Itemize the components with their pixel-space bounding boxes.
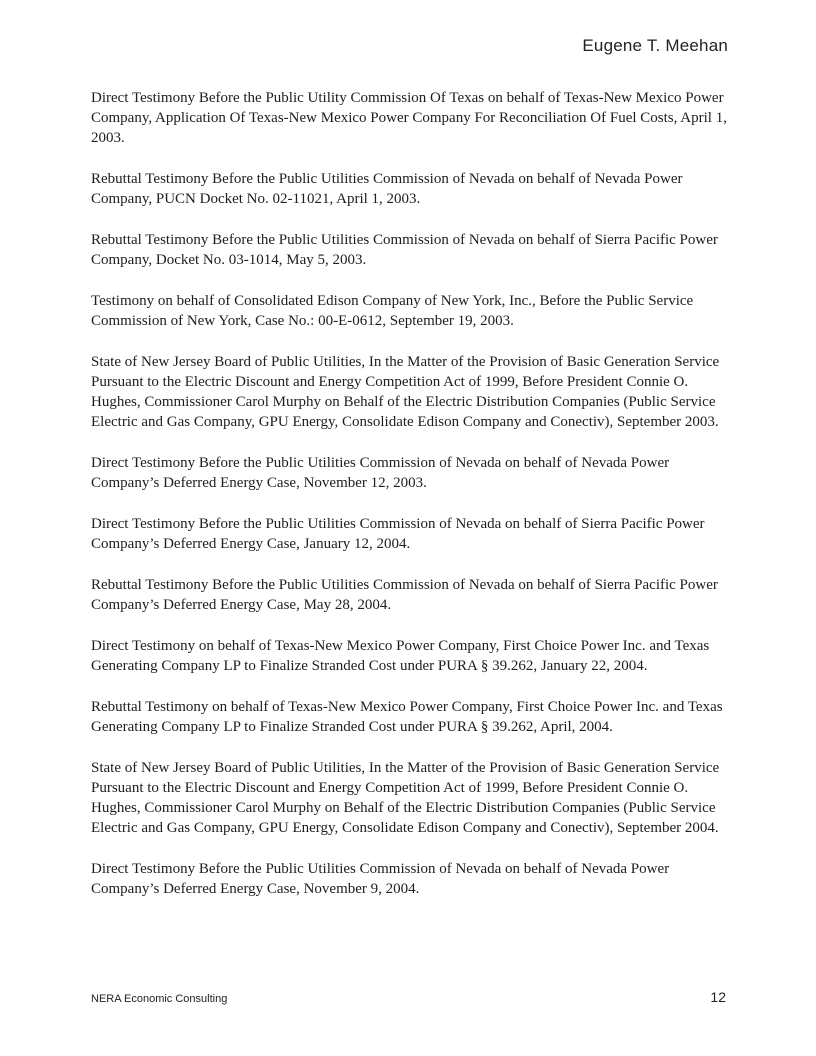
page-number: 12 [710, 989, 726, 1005]
testimony-entry: Testimony on behalf of Consolidated Edison Company of New York, Inc., Before the Public Service Commission of New York, Case No.: 00-E-0612, September 19, 2003. [91, 293, 694, 329]
testimony-entry: Direct Testimony Before the Public Utilities Commission of Nevada on behalf of Sierra Pacific Power Company’s Deferred Energy Case, January 12, 2004. [91, 516, 705, 552]
testimony-list [91, 88, 731, 920]
testimony-entry: Direct Testimony on behalf of Texas-New Mexico Power Company, First Choice Power Inc. and Texas Generating Company LP to Finalize Stranded Cost under PURA § 39.262, January 22, 2004. [91, 638, 710, 674]
testimony-entry: State of New Jersey Board of Public Utilities, In the Matter of the Provision of Basic Generation Service Pursuant to the Electric Discount and Energy Competition Act of 1999, Before President Connie O. Hughes, Commissioner Carol Murphy on Behalf of the Electric Distribution Companies (Public Service Electric and Gas Company, GPU Energy, Consolidate Edison Company and Conectiv), September 2003. [91, 354, 720, 430]
testimony-entry: Rebuttal Testimony Before the Public Utilities Commission of Nevada on behalf of Sierra Pacific Power Company’s Deferred Energy Case, May 28, 2004. [91, 577, 718, 613]
testimony-entry: Direct Testimony Before the Public Utilities Commission of Nevada on behalf of Nevada Power Company’s Deferred Energy Case, November 12, 2003. [91, 455, 670, 491]
testimony-entry: Rebuttal Testimony Before the Public Utilities Commission of Nevada on behalf of Nevada Power Company, PUCN Docket No. 02-11021, April 1, 2003. [91, 171, 683, 207]
testimony-entry: Rebuttal Testimony Before the Public Utilities Commission of Nevada on behalf of Sierra Pacific Power Company, Docket No. 03-1014, May 5, 2003. [91, 232, 718, 268]
testimony-entry: Direct Testimony Before the Public Utilities Commission of Nevada on behalf of Nevada Power Company’s Deferred Energy Case, November 9, 2004. [91, 861, 670, 897]
testimony-entry: Direct Testimony Before the Public Utility Commission Of Texas on behalf of Texas-New Mexico Power Company, Application Of Texas-New Mexico Power Company For Reconciliation Of Fuel Costs, April 1, 2003. [91, 90, 727, 146]
header-author-name: Eugene T. Meehan [582, 36, 728, 55]
footer-organization: NERA Economic Consulting [91, 993, 228, 1005]
testimony-entry: Rebuttal Testimony on behalf of Texas-New Mexico Power Company, First Choice Power Inc. and Texas Generating Company LP to Finalize Stranded Cost under PURA § 39.262, April, 2004. [91, 699, 723, 735]
testimony-entry: State of New Jersey Board of Public Utilities, In the Matter of the Provision of Basic Generation Service Pursuant to the Electric Discount and Energy Competition Act of 1999, Before President Connie O. Hughes, Commissioner Carol Murphy on Behalf of the Electric Distribution Companies (Public Service Electric and Gas Company, GPU Energy, Consolidate Edison Company and Conectiv), September 2004. [91, 760, 720, 836]
